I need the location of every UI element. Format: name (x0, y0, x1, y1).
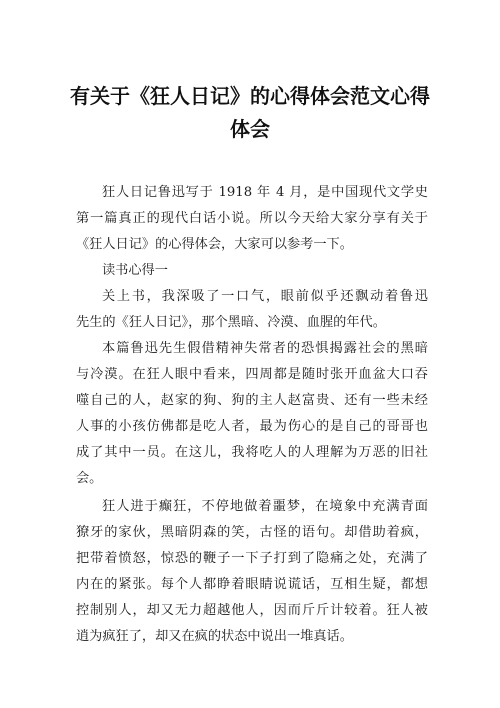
paragraph-line: 狂人进于癫狂，不停地做着噩梦，在境象中充满青面 (102, 499, 428, 514)
paragraph-line: 与冷漠。在狂人眼中看来，四周都是随时张开血盆大口吞 (76, 367, 428, 382)
paragraph-line: 第一篇真正的现代白话小说。所以今天给大家分享有关于 (76, 211, 428, 226)
paragraph-line: 人事的小孩仿佛都是吃人者，最为伤心的是自己的哥哥也 (76, 419, 428, 434)
paragraph-line: 狂人日记鲁迅写于 1918 年 4 月，是中国现代文学史 (102, 185, 428, 200)
paragraph-line: 成了其中一员。在这儿，我将吃人的人理解为万恶的旧社 (76, 445, 428, 460)
document-title-line-1: 有关于《狂人日记》的心得体会范文心得 (70, 84, 430, 108)
paragraph-line: 把带着愤怒，惊恐的鞭子一下子打到了隐痛之处，充满了 (76, 551, 428, 566)
document-title-line-2: 体会 (230, 117, 270, 141)
paragraph-line: 本篇鲁迅先生假借精神失常者的恐惧揭露社会的黑暗 (102, 341, 428, 356)
paragraph-line: 《狂人日记》的心得体会，大家可以参考一下。 (76, 237, 353, 252)
paragraph-line: 内在的紧张。每个人都睁着眼睛说谎话，互相生疑，都想 (76, 577, 428, 592)
paragraph-line: 控制别人，却又无力超越他人，因而斤斤计较着。狂人被 (76, 603, 428, 618)
paragraph-line: 噬自己的人，赵家的狗、狗的主人赵富贵、还有一些未经 (76, 393, 428, 408)
section-heading: 读书心得一 (102, 263, 168, 278)
paragraph-line: 逍为疯狂了，却又在疯的状态中说出一堆真话。 (76, 629, 353, 644)
paragraph-line: 獠牙的家伙，黑暗阴森的笑，古怪的语句。却借助着疯， (76, 525, 428, 540)
paragraph-line: 关上书，我深吸了一口气，眼前似乎还飘动着鲁迅 (102, 289, 428, 304)
paragraph-line: 先生的《狂人日记》，那个黑暗、冷漠、血腥的年代。 (76, 315, 386, 330)
paragraph-line: 会。 (76, 471, 103, 486)
